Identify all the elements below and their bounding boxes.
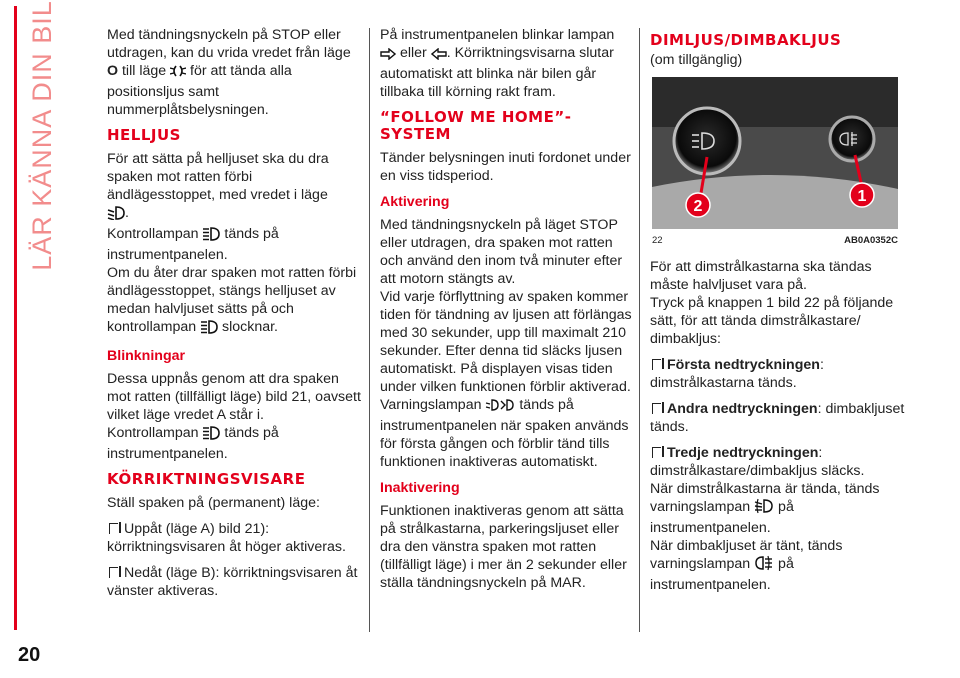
paragraph: Dessa uppnås genom att dra spaken mot ratten (tillfälligt läge) bild 21, oavsett vilket läge vredet A står i. Kontrollampan tänds på instrumentpanelen. xyxy=(107,371,361,462)
paragraph: Funktionen inaktiveras genom att sätta på strålkastarna, parkeringsljuset eller dra den vänstra spaken mot ratten (tillfälligt läge) i mer än 2 sekunder eller ställa tändningsnyckeln på MAR. xyxy=(380,503,627,591)
heading-blinkningar: Blinkningar xyxy=(107,348,186,364)
high-beam-icon xyxy=(200,320,218,339)
switch-off-symbol: O xyxy=(107,63,119,79)
column-2 xyxy=(380,26,635,592)
list-item: Tredje nedtryckningen: dimstrålkastare/dimbakljus släcks. xyxy=(650,445,865,479)
heading-dimljus: DIMLJUS/DIMBAKLJUS xyxy=(650,31,842,49)
position-lights-icon xyxy=(170,64,186,83)
front-fog-light-icon xyxy=(754,498,774,519)
low-beam-icon xyxy=(107,206,125,225)
figure-number: 22 xyxy=(652,235,663,246)
page-number: 20 xyxy=(18,644,41,666)
column-1 xyxy=(107,26,364,600)
rear-fog-light-icon xyxy=(754,555,774,576)
callout-2: 2 xyxy=(693,198,703,215)
callout-1: 1 xyxy=(857,188,867,205)
bullet-icon xyxy=(652,359,661,370)
bullet-icon xyxy=(652,447,661,458)
list-item: Första nedtryckningen: dimstrålkastarna tänds. xyxy=(650,357,824,391)
paragraph: När dimbakljuset är tänt, tänds varningslampan på instrumentpanelen. xyxy=(650,538,843,593)
follow-me-home-icon xyxy=(485,398,515,417)
heading-inaktivering: Inaktivering xyxy=(380,480,460,496)
column-divider xyxy=(639,28,640,632)
paragraph: Ställ spaken på (permanent) läge: xyxy=(107,495,320,511)
column-divider xyxy=(369,28,370,632)
list-item: Andra nedtryckningen: dimbakljuset tänds. xyxy=(650,401,905,435)
paragraph: För att sätta på helljuset ska du dra spaken mot ratten förbi ändlägesstoppet, med vredet i läge . Kontrollampan tänds på instrumentpanelen. Om du åter drar spaken mot ratten förbi ändlägesstoppet, stängs helljuset av medan halvljuset sätts på och kontrollampan slocknar. xyxy=(107,150,364,339)
high-beam-icon xyxy=(202,426,220,445)
side-title: LÄR KÄNNA DIN BIL xyxy=(26,0,57,271)
figure-caption xyxy=(652,232,898,250)
list-item: Uppåt (läge A) bild 21): körriktningsvisaren åt höger aktiveras. xyxy=(107,521,346,555)
paragraph: Med tändningsnyckeln på STOP eller utdragen, kan du vrida vredet från läge O till läge för att tända alla positionsljus samt nummerplåtsbelysningen. xyxy=(107,27,351,118)
bullet-icon xyxy=(109,523,118,534)
subheading: (om tillgänglig) xyxy=(650,52,743,68)
heading-helljus: HELLJUS xyxy=(107,126,181,144)
paragraph: Varningslampan tänds på instrumentpanelen när spaken används för första gången och förblir tänd tills funktionen inaktiveras automatiskt. xyxy=(380,397,629,470)
list-item: Nedåt (läge B): körriktningsvisaren åt vänster aktiveras. xyxy=(107,565,358,599)
heading-korriktningsvisare: KÖRRIKTNINGSVISARE xyxy=(107,470,306,488)
turn-right-arrow-icon xyxy=(380,47,396,65)
high-beam-icon xyxy=(202,227,220,246)
paragraph: För att dimstrålkastarna ska tändas måste halvljuset vara på. xyxy=(650,259,872,293)
paragraph: På instrumentpanelen blinkar lampan eller . Körriktningsvisarna slutar automatiskt att blinka när bilen går tillbaka till körning rakt fram. xyxy=(380,27,615,100)
paragraph: Tänder belysningen inuti fordonet under en viss tidsperiod. xyxy=(380,150,631,184)
figure-fog-light-buttons xyxy=(652,77,898,229)
column-3 xyxy=(650,26,912,594)
bullet-icon xyxy=(109,567,118,578)
heading-aktivering: Aktivering xyxy=(380,194,450,210)
paragraph: När dimstrålkastarna är tända, tänds varningslampan på instrumentpanelen. xyxy=(650,481,880,536)
bullet-icon xyxy=(652,403,661,414)
paragraph: Tryck på knappen 1 bild 22 på följande sätt, för att tända dimstrålkastare/ dimbakljus: xyxy=(650,295,894,347)
heading-follow-me-home: “FOLLOW ME HOME”-SYSTEM xyxy=(380,108,572,143)
figure-code: AB0A0352C xyxy=(844,235,898,246)
fog-light-buttons-photo xyxy=(652,77,898,229)
paragraph: Vid varje förflyttning av spaken kommer tiden för tändning av ljusen att förlängas med 30 sekunder, upp till maximalt 210 sekunder. Efter denna tid släcks ljusen automatiskt. På displayen visas tiden under vilken funktionen förblir aktiverad. xyxy=(380,289,632,395)
turn-left-arrow-icon xyxy=(431,47,447,65)
paragraph: Med tändningsnyckeln på läget STOP eller utdragen, dra spaken mot ratten och använd den inom två minuter efter att motorn stängts av. xyxy=(380,217,623,287)
